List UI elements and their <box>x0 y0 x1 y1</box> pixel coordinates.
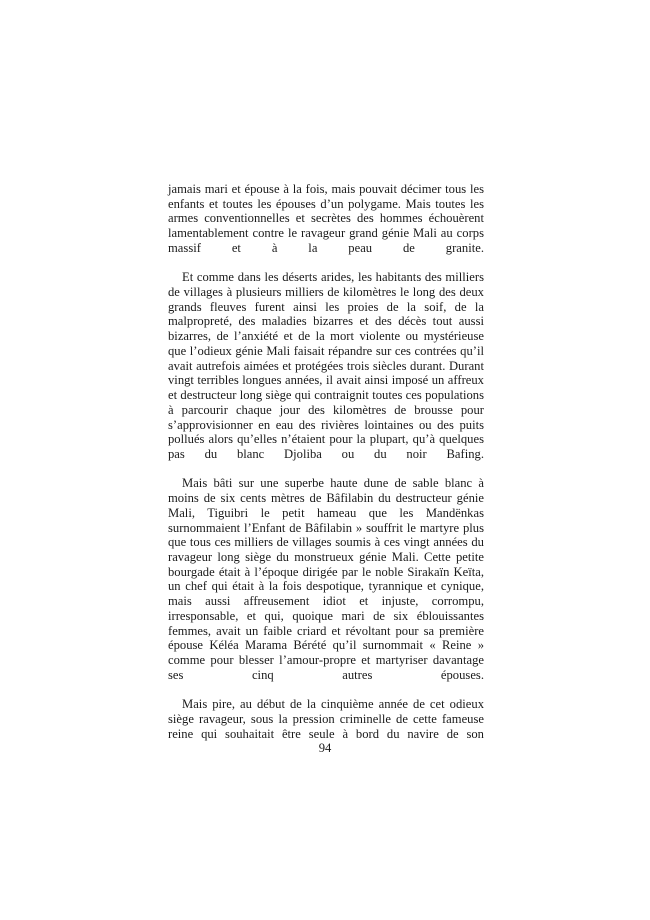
page-text-body <box>168 182 484 756</box>
paragraph: Mais pire, au début de la cinquième année de cet odieux siège ravageur, sous la pression criminelle de cette fameuse reine qui souhaitait être seule à bord du navire de son <box>168 697 484 741</box>
paragraph: Mais bâti sur une superbe haute dune de sable blanc à moins de six cents mètres de Bâfilabin du destructeur génie Mali, Tiguibri le petit hameau que les Mandënkas surnommaient l’Enfant de Bâfilabin » souffrit le martyre plus que tous ces milliers de villages soumis à ces vingt années du ravageur long siège du monstrueux génie Mali. Cette petite bourgade était à l’époque dirigée par le noble Sirakaïn Keïta, un chef qui était à la fois despotique, tyrannique et cynique, mais aussi affreusement idiot et injuste, corrompu, irresponsable, et qui, quoique mari de six éblouissantes femmes, avait un faible criard et révoltant pour sa première épouse Kéléa Marama Bérété qu’il surnommait « Reine » comme pour blesser l’amour-propre et martyriser davantage ses cinq autres épouses. <box>168 476 484 682</box>
paragraph: Et comme dans les déserts arides, les habitants des milliers de villages à plusieurs milliers de kilomètres le long des deux grands fleuves furent ainsi les proies de la soif, de la malpropreté, des maladies bizarres et des décès tout aussi bizarres, de l’anxiété et de la mort violente ou mystérieuse que l’odieux génie Mali faisait répandre sur ces contrées qu’il avait autrefois aimées et protégées trois siècles durant. Durant vingt terribles longues années, il avait ainsi imposé un affreux et destructeur long siège qui contraignit toutes ces populations à parcourir chaque jour des kilomètres de brousse pour s’approvisionner en eau des rivières lointaines ou des puits pollués alors qu’elles n’étaient pour la plupart, qu’à quelques pas du blanc Djoliba ou du noir Bafing. <box>168 270 484 461</box>
paragraph: jamais mari et épouse à la fois, mais pouvait décimer tous les enfants et toutes les épouses d’un polygame. Mais toutes les armes conventionnelles et secrètes des hommes échouèrent lamentablement contre le ravageur grand génie Mali au corps massif et à la peau de granite. <box>168 182 484 255</box>
page-number: 94 <box>318 741 332 755</box>
